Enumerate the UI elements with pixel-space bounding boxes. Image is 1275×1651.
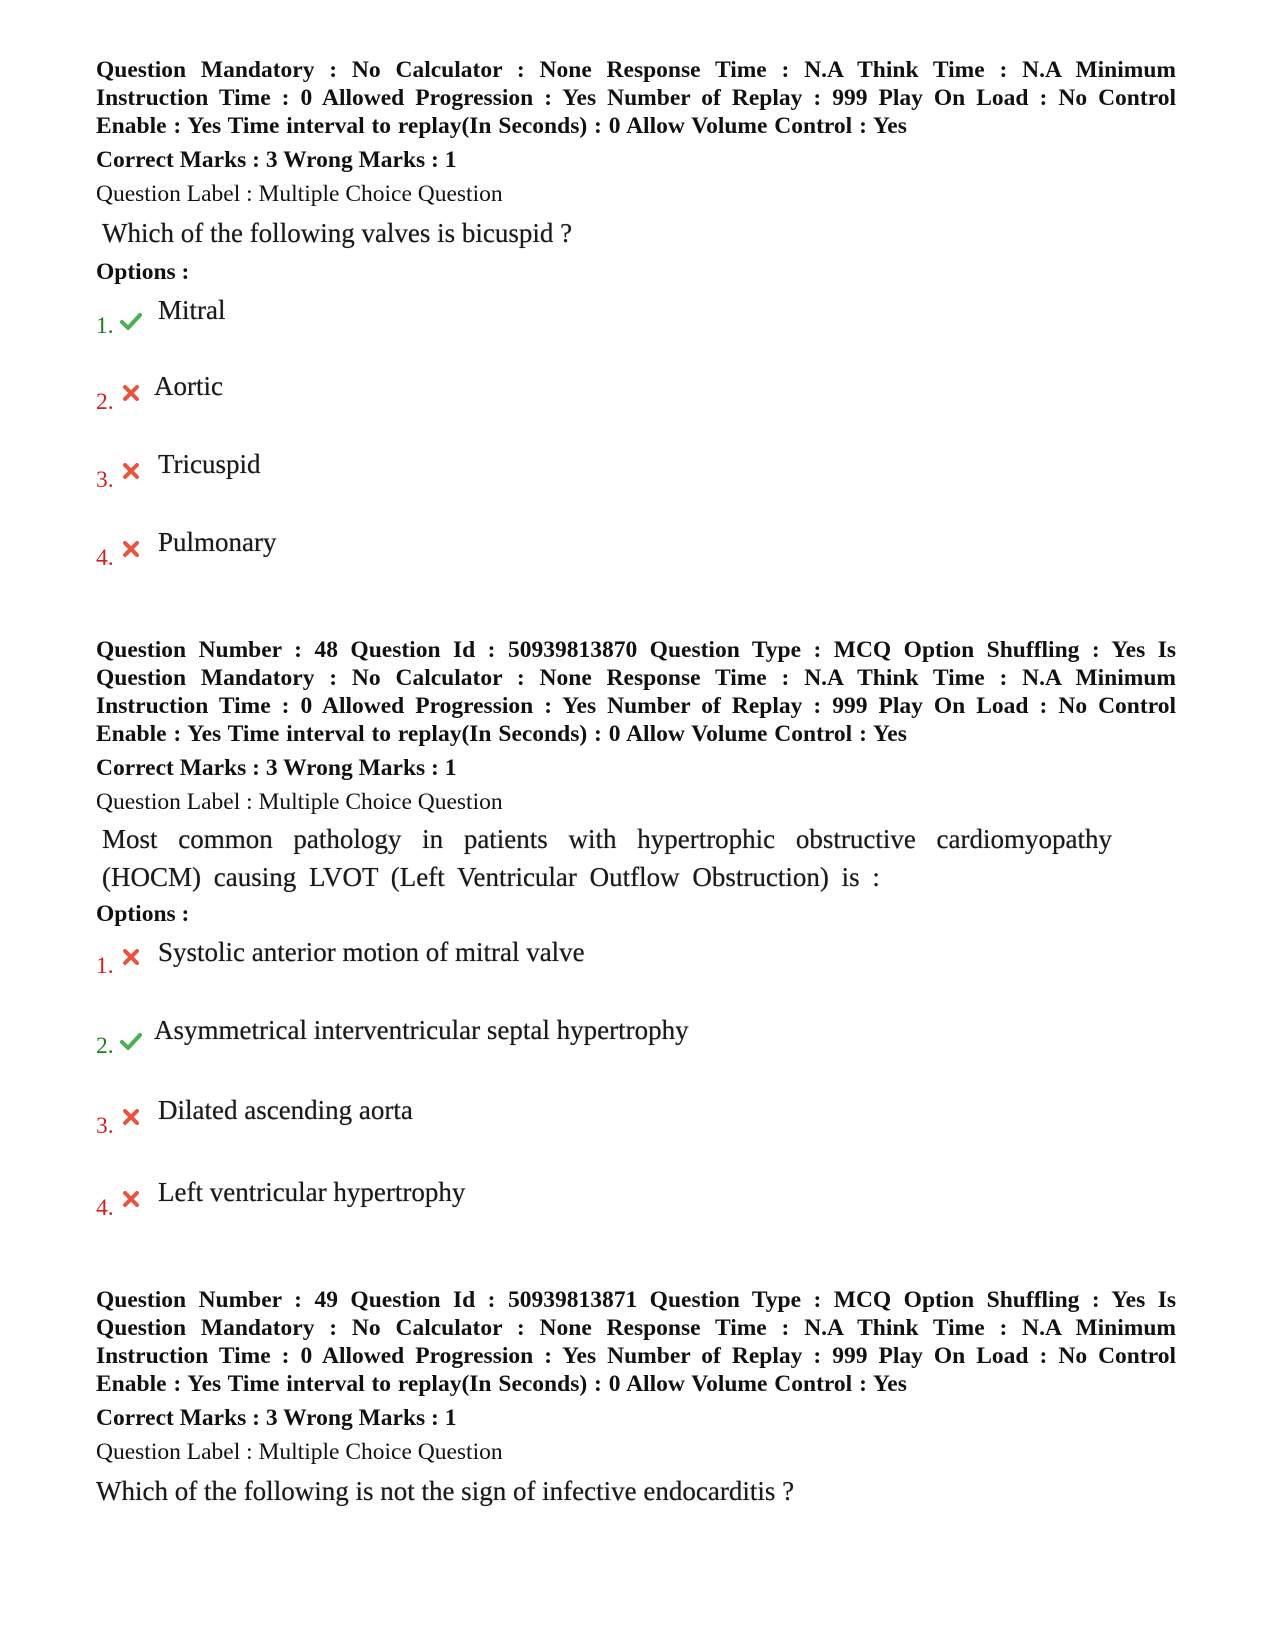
option-number: 3. bbox=[96, 1113, 114, 1139]
option-text: Asymmetrical interventricular septal hypertrophy bbox=[154, 1015, 689, 1045]
question-label: Question Label : Multiple Choice Question bbox=[96, 789, 503, 815]
option-item bbox=[96, 936, 1176, 1014]
question-label: Question Label : Multiple Choice Question bbox=[96, 181, 503, 207]
option-item bbox=[96, 1176, 1176, 1276]
option-item bbox=[96, 1014, 1176, 1094]
option-text: Tricuspid bbox=[158, 449, 261, 479]
option-number: 1. bbox=[96, 953, 114, 979]
question-marks: Correct Marks : 3 Wrong Marks : 1 bbox=[96, 147, 457, 173]
option-text: Systolic anterior motion of mitral valve bbox=[158, 937, 585, 967]
option-item bbox=[96, 294, 1176, 370]
cross-icon bbox=[122, 462, 140, 480]
question-marks: Correct Marks : 3 Wrong Marks : 1 bbox=[96, 755, 457, 781]
question-meta: Question Number : 49 Question Id : 50939813871 Question Type : MCQ Option Shuffling : Yes Is Question Mandatory : No Calculator : None Response Time : N.A Think Time : N.A Minimum Instruction Time : 0 Allowed Progression : Yes Number of Replay : 999 Play On Load : No Control Enable : Yes Time interval to replay(In Seconds) : 0 Allow Volume Control : Yes bbox=[96, 1287, 1176, 1397]
question-label: Question Label : Multiple Choice Question bbox=[96, 1439, 503, 1465]
cross-icon bbox=[122, 948, 140, 966]
options-title: Options : bbox=[96, 259, 190, 285]
option-text: Pulmonary bbox=[158, 527, 277, 557]
option-item bbox=[96, 448, 1176, 526]
option-number: 4. bbox=[96, 1195, 114, 1221]
question-meta: Question Mandatory : No Calculator : None Response Time : N.A Think Time : N.A Minimum Instruction Time : 0 Allowed Progression : Yes Number of Replay : 999 Play On Load : No Control Enable : Yes Time interval to replay(In Seconds) : 0 Allow Volume Control : Yes bbox=[96, 57, 1176, 139]
option-item bbox=[96, 526, 1176, 626]
option-item bbox=[96, 370, 1176, 448]
option-text: Left ventricular hypertrophy bbox=[158, 1177, 466, 1207]
question-text: Most common pathology in patients with hypertrophic obstructive cardiomyopathy (HOCM) causing LVOT (Left Ventricular Outflow Obstruction) is : bbox=[102, 824, 1112, 892]
question-block-49 bbox=[96, 1286, 1176, 1510]
question-block-48 bbox=[96, 636, 1176, 1276]
question-meta: Question Number : 48 Question Id : 50939813870 Question Type : MCQ Option Shuffling : Yes Is Question Mandatory : No Calculator : None Response Time : N.A Think Time : N.A Minimum Instruction Time : 0 Allowed Progression : Yes Number of Replay : 999 Play On Load : No Control Enable : Yes Time interval to replay(In Seconds) : 0 Allow Volume Control : Yes bbox=[96, 637, 1176, 747]
question-marks: Correct Marks : 3 Wrong Marks : 1 bbox=[96, 1405, 457, 1431]
document-page bbox=[96, 56, 1176, 1510]
option-number: 2. bbox=[96, 1033, 114, 1059]
option-item bbox=[96, 1094, 1176, 1176]
cross-icon bbox=[122, 1108, 140, 1126]
question-text: Which of the following valves is bicuspid ? bbox=[102, 218, 573, 248]
option-text: Aortic bbox=[154, 371, 223, 401]
option-number: 1. bbox=[96, 313, 114, 339]
question-block-47 bbox=[96, 56, 1176, 626]
check-icon bbox=[120, 1030, 142, 1052]
option-number: 2. bbox=[96, 389, 114, 415]
option-number: 4. bbox=[96, 545, 114, 571]
question-text: Which of the following is not the sign of infective endocarditis ? bbox=[96, 1476, 795, 1506]
cross-icon bbox=[122, 540, 140, 558]
option-number: 3. bbox=[96, 467, 114, 493]
options-title: Options : bbox=[96, 901, 190, 927]
option-text: Dilated ascending aorta bbox=[158, 1095, 413, 1125]
option-text: Mitral bbox=[158, 295, 226, 325]
cross-icon bbox=[122, 384, 140, 402]
check-icon bbox=[120, 310, 142, 332]
cross-icon bbox=[122, 1190, 140, 1208]
